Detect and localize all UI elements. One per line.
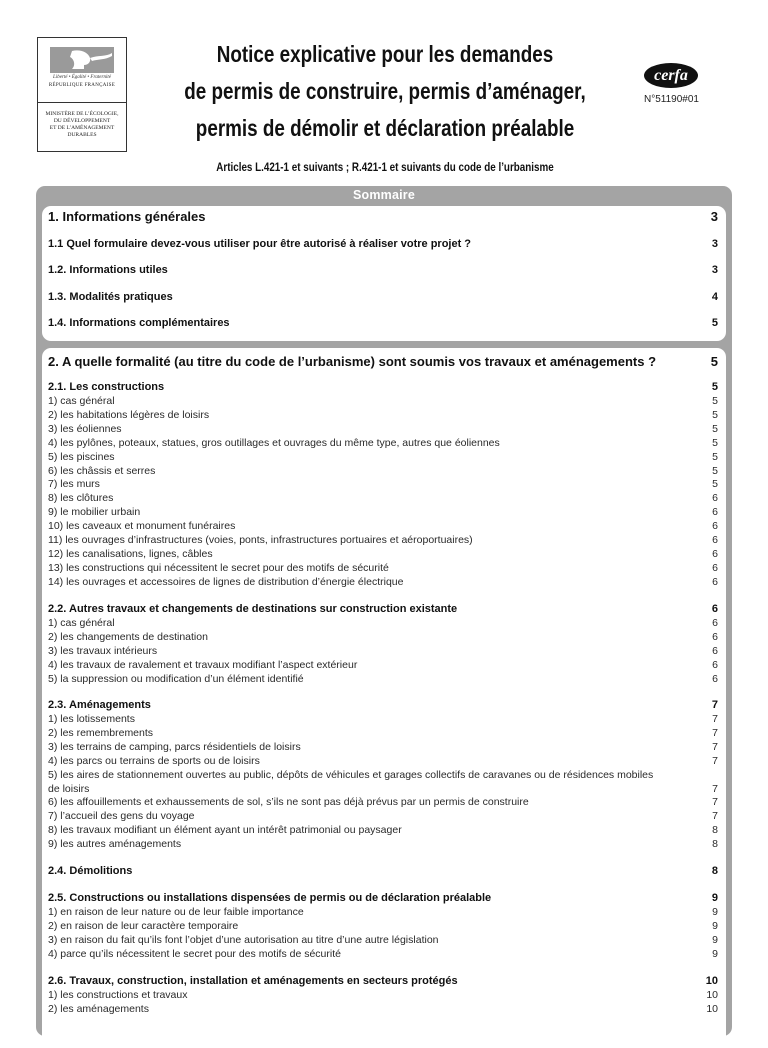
toc-page-number: 9 xyxy=(712,933,718,946)
toc-entry-label: 3) les éoliennes xyxy=(48,422,122,435)
toc-page-number: 5 xyxy=(712,436,718,449)
toc-entry-label: 8) les clôtures xyxy=(48,492,114,505)
ministry-name: MINISTÈRE DE L’ÉCOLOGIE, DU DÉVELOPPEMENT ET DE L’AMÉNAGEMENT DURABLES xyxy=(45,111,119,138)
toc-entry-label: 2.3. Aménagements xyxy=(48,699,151,711)
toc-entry-label: 2.2. Autres travaux et changements de destinations sur construction existante xyxy=(48,603,458,615)
toc-entry-label: 4) parce qu’ils nécessitent le secret pour des motifs de sécurité xyxy=(48,947,341,960)
toc-page-number: 8 xyxy=(712,824,718,837)
toc-page-number: 10 xyxy=(706,989,718,1001)
toc-entry-label: 1.4. Informations complémentaires xyxy=(48,317,230,329)
toc-page-number: 6 xyxy=(712,561,718,574)
toc-page-number: 7 xyxy=(712,726,718,739)
toc-entry-label: 9) le mobilier urbain xyxy=(48,506,141,519)
toc-entry-label: 1) les lotissements xyxy=(48,713,135,725)
toc-entry-label: 2) les changements de destination xyxy=(48,630,208,643)
toc-page-number: 5 xyxy=(712,395,718,407)
document-title: Notice explicative pour les demandes de permis de construire, permis d’aménager, permis de démolir et déclaration préalable xyxy=(184,41,586,141)
toc-entry-label: 7) les murs xyxy=(48,478,100,491)
toc-page-number: 9 xyxy=(712,906,718,918)
toc-entry-label: 1. Informations générales xyxy=(48,209,206,224)
toc-page-number: 5 xyxy=(711,381,718,393)
toc-entry-label: 3) en raison du fait qu’ils font l’objet d’une autorisation au titre d’une autre législation xyxy=(48,933,439,946)
toc-page-number: 3 xyxy=(710,209,718,224)
toc-page-number: 7 xyxy=(712,810,718,823)
toc-page-number: 5 xyxy=(710,354,718,369)
toc-entry-label: 2) en raison de leur caractère temporaire xyxy=(48,919,239,932)
toc-page-number: 5 xyxy=(712,408,718,421)
toc-page-number: 6 xyxy=(712,547,718,560)
toc-page-number: 8 xyxy=(712,838,718,851)
toc-entry-label: 2.6. Travaux, construction, installation et aménagements en secteurs protégés xyxy=(48,975,458,987)
toc-entry-label: 3) les terrains de camping, parcs résidentiels de loisirs xyxy=(48,740,301,753)
section-1-panel xyxy=(42,206,726,341)
sommaire-heading: Sommaire xyxy=(352,188,416,202)
toc-entry-label: 3) les travaux intérieurs xyxy=(48,644,158,657)
toc-entry-label: 4) les travaux de ravalement et travaux modifiant l’aspect extérieur xyxy=(48,658,358,671)
toc-entry-label: 5) les piscines xyxy=(48,450,115,463)
toc-page-number: 5 xyxy=(712,422,718,435)
toc-entry-label: 1) cas général xyxy=(48,617,115,629)
toc-entry-label: 6) les affouillements et exhaussements de sol, s’ils ne sont pas déjà prévus par un permis de construire xyxy=(48,796,529,809)
toc-entry-label: 10) les caveaux et monument funéraires xyxy=(48,520,236,533)
toc-entry-label: 5) les aires de stationnement ouvertes au public, dépôts de véhicules et garages collectifs de caravanes ou de résidences mobiles xyxy=(48,768,654,781)
toc-page-number: 9 xyxy=(712,947,718,960)
toc-entry-label: 2) les habitations légères de loisirs xyxy=(48,408,210,421)
toc-entry-label: 2.1. Les constructions xyxy=(48,381,165,393)
toc-entry-label: 2. A quelle formalité (au titre du code de l’urbanisme) sont soumis vos travaux et aménagements ? xyxy=(48,354,657,369)
section-2-panel xyxy=(42,348,726,1048)
toc-page-number: 5 xyxy=(712,450,718,463)
sommaire-frame xyxy=(36,186,732,1036)
logo-motto: Liberté • Égalité • Fraternité xyxy=(53,75,111,80)
toc-page-number: 7 xyxy=(712,740,718,753)
toc-page-number: 6 xyxy=(712,630,718,643)
toc-page-number: 7 xyxy=(711,699,718,711)
toc-page-number: 7 xyxy=(712,713,718,725)
toc-entry-label: 4) les pylônes, poteaux, statues, gros outillages et ouvrages du même type, autres que éoliennes xyxy=(48,436,500,449)
toc-page-number: 9 xyxy=(712,919,718,932)
toc-page-number: 10 xyxy=(705,975,718,987)
toc-page-number: 3 xyxy=(711,264,718,276)
toc-page-number: 6 xyxy=(712,672,718,685)
toc-page-number: 7 xyxy=(712,782,718,795)
toc-entry-label: 11) les ouvrages d’infrastructures (voies, ponts, infrastructures portuaires et aéroportuaires) xyxy=(48,534,473,546)
toc-entry-label: 6) les châssis et serres xyxy=(48,464,156,477)
toc-page-number: 5 xyxy=(711,317,718,329)
document-subtitle: Articles L.421-1 et suivants ; R.421-1 et suivants du code de l’urbanisme xyxy=(216,160,554,174)
toc-page-number: 3 xyxy=(711,238,718,250)
cerfa-number: N°51190#01 xyxy=(644,94,699,105)
toc-page-number: 7 xyxy=(712,754,718,767)
toc-page-number: 9 xyxy=(711,892,718,904)
toc-entry-label: 12) les canalisations, lignes, câbles xyxy=(48,547,213,560)
toc-page-number: 6 xyxy=(712,644,718,657)
toc-page-number: 5 xyxy=(712,464,718,477)
toc-entry-label: 8) les travaux modifiant un élément ayant un intérêt patrimonial ou paysager xyxy=(48,824,402,837)
toc-entry-label: 1.1 Quel formulaire devez-vous utiliser pour être autorisé à réaliser votre projet ? xyxy=(48,238,472,250)
cerfa-logo: cerfa xyxy=(644,63,698,88)
toc-entry-label: de loisirs xyxy=(48,782,90,795)
toc-page-number: 4 xyxy=(711,291,718,303)
toc-entry-label: 14) les ouvrages et accessoires de lignes de distribution d’énergie électrique xyxy=(48,575,404,588)
toc-entry-label: 13) les constructions qui nécessitent le secret pour des motifs de sécurité xyxy=(48,561,389,574)
toc-page-number: 10 xyxy=(706,1002,718,1015)
toc-page-number: 6 xyxy=(712,534,718,546)
toc-entry-label: 1.3. Modalités pratiques xyxy=(48,291,173,303)
toc-entry-label: 7) l’accueil des gens du voyage xyxy=(48,810,195,823)
toc-page-number: 6 xyxy=(712,575,718,588)
toc-page-number: 7 xyxy=(712,796,718,809)
toc-entry-label: 1) en raison de leur nature ou de leur faible importance xyxy=(48,906,304,918)
toc-page-number: 5 xyxy=(712,478,718,491)
toc-entry-label: 1) les constructions et travaux xyxy=(48,989,188,1001)
toc-entry-label: 5) la suppression ou modification d’un élément identifié xyxy=(48,672,304,685)
toc-entry-label: 1.2. Informations utiles xyxy=(48,264,168,276)
toc-page-number: 6 xyxy=(712,658,718,671)
toc-entry-label: 9) les autres aménagements xyxy=(48,838,182,851)
marianne-icon xyxy=(50,47,114,73)
marianne-emblem xyxy=(38,38,126,103)
toc-entry-label: 2) les aménagements xyxy=(48,1002,149,1015)
toc-page-number: 6 xyxy=(712,520,718,533)
ministry-logo xyxy=(37,37,127,152)
toc-entry-label: 1) cas général xyxy=(48,395,115,407)
toc-page-number: 6 xyxy=(712,492,718,505)
toc-page-number: 6 xyxy=(712,506,718,519)
toc-entry-label: 4) les parcs ou terrains de sports ou de loisirs xyxy=(48,754,260,767)
toc-entry-label: 2.4. Démolitions xyxy=(48,865,133,877)
toc-page-number: 6 xyxy=(711,603,718,615)
toc-entry-label: 2.5. Constructions ou installations dispensées de permis ou de déclaration préalable xyxy=(48,892,492,904)
logo-republic: RÉPUBLIQUE FRANÇAISE xyxy=(48,83,116,88)
toc-page-number: 8 xyxy=(711,865,718,877)
toc-entry-label: 2) les remembrements xyxy=(48,726,154,739)
toc-page-number: 6 xyxy=(712,617,718,629)
